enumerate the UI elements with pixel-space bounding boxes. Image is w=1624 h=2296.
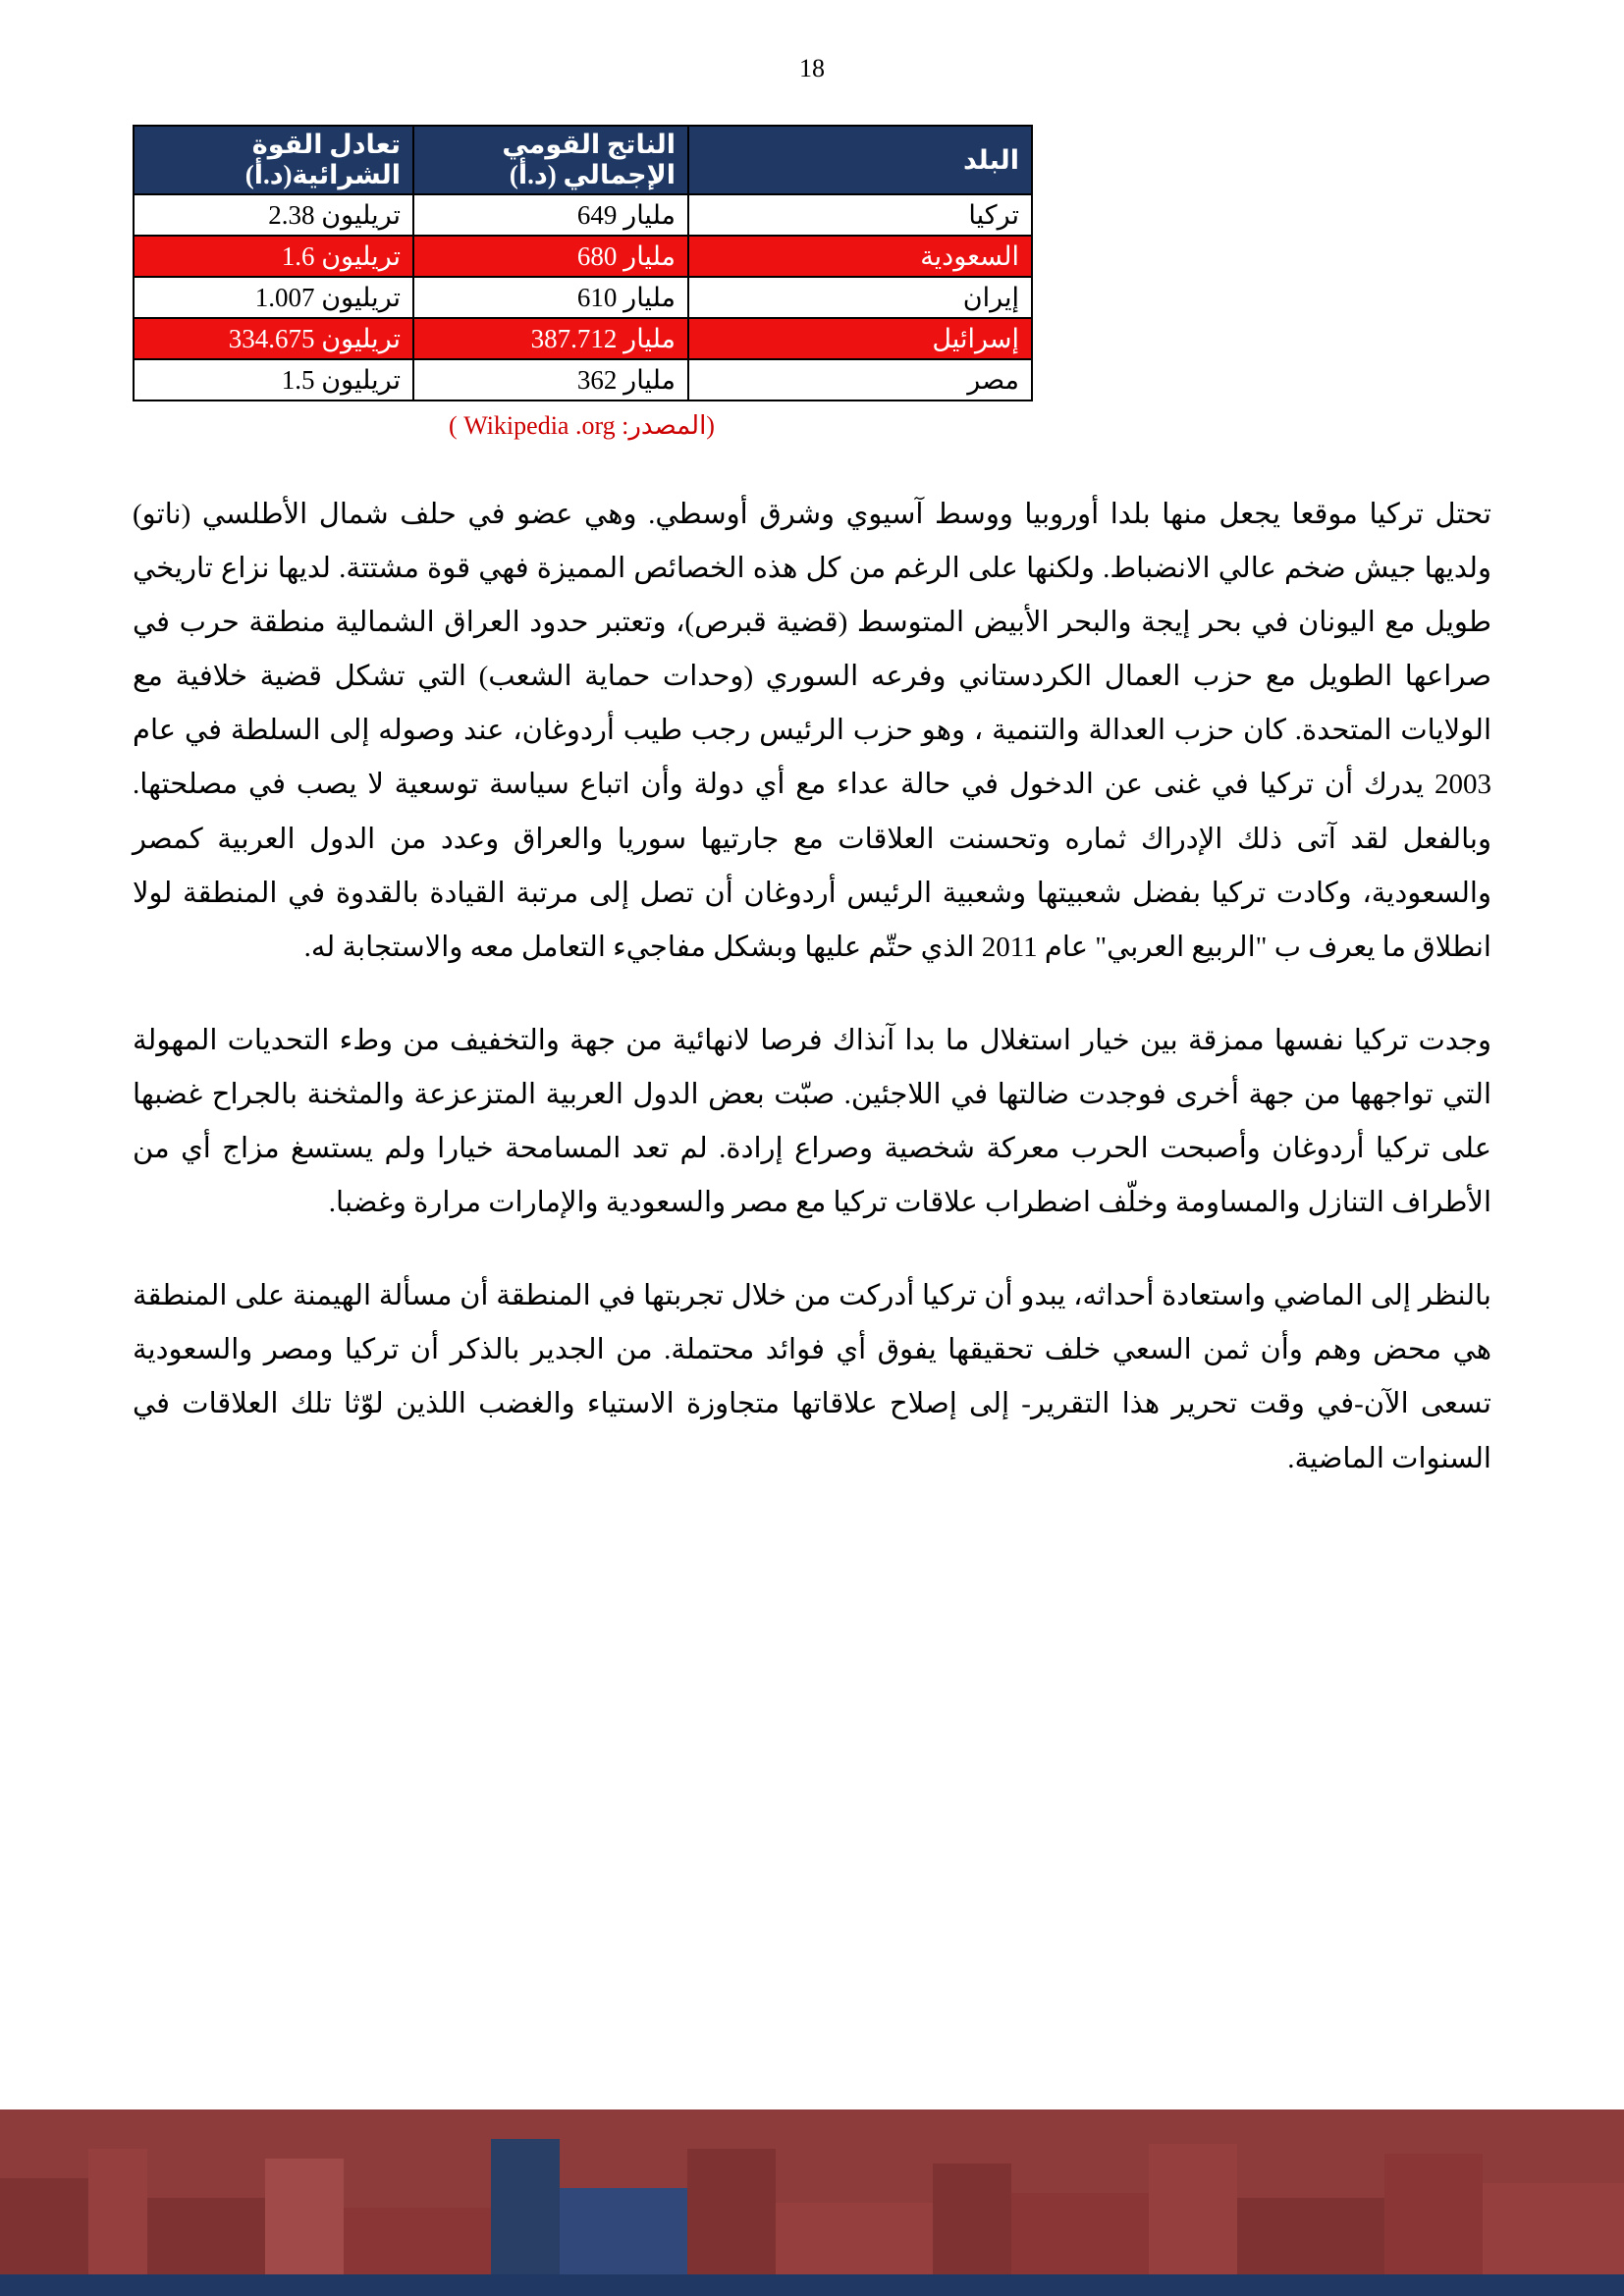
cell-ppp: 334.675 تريليون [134, 318, 413, 359]
cell-gnp: 610 مليار [413, 277, 688, 318]
table-row [134, 359, 1032, 400]
gdp-comparison-table [133, 125, 1033, 401]
cell-ppp: 2.38 تريليون [134, 194, 413, 236]
paragraph: بالنظر إلى الماضي واستعادة أحداثه، يبدو أن تركيا أدركت من خلال تجربتها في المنطقة أن مسألة الهيمنة على المنطقة هي محض وهم وأن ثمن السعي خلف تحقيقها يفوق أي فوائد محتملة. من الجدير بالذكر أن تركيا ومصر والسعودية تسعى الآن-في وقت تحرير هذا التقرير- إلى إصلاح علاقاتها متجاوزة الاستياء والغضب اللذين لوّثا تلك العلاقات في السنوات الماضية. [133, 1280, 1491, 1474]
table-row [134, 236, 1032, 277]
column-header-gnp: الناتج القومي الإجمالي (د.أ) [413, 126, 688, 194]
cell-ppp: 1.007 تريليون [134, 277, 413, 318]
cell-country: إسرائيل [688, 318, 1032, 359]
page-number: 18 [799, 54, 825, 82]
table-row [134, 277, 1032, 318]
table-row [134, 194, 1032, 236]
cell-country: تركيا [688, 194, 1032, 236]
paragraph: تحتل تركيا موقعا يجعل منها بلدا أوروبيا ووسط آسيوي وشرق أوسطي. وهي عضو في حلف شمال الأطلسي (ناتو) ولديها جيش ضخم عالي الانضباط. ولكنها على الرغم من كل هذه الخصائص المميزة فهي قوة مشتتة. لديها نزاع تاريخي طويل مع اليونان في بحر إيجة والبحر الأبيض المتوسط (قضية قبرص)، وتعتبر حدود العراق الشمالية منطقة حرب في صراعها الطويل مع حزب العمال الكردستاني وفرعه السوري (وحدات حماية الشعب) التي تشكل قضية خلافية مع الولايات المتحدة. كان حزب العدالة والتنمية ، وهو حزب الرئيس رجب طيب أردوغان، عند وصوله إلى السلطة في عام 2003 يدرك أن تركيا في غنى عن الدخول في حالة عداء مع أي دولة وأن اتباع سياسة توسعية لا يصب في مصلحتها. وبالفعل لقد آتى ذلك الإدراك ثماره وتحسنت العلاقات مع جارتيها سوريا والعراق وعدد من الدول العربية كمصر والسعودية، وكادت تركيا بفضل شعبيتها وشعبية الرئيس أردوغان أن تصل إلى مرتبة القيادة بالقدوة في المنطقة لولا انطلاق ما يعرف ب "الربيع العربي" عام 2011 الذي حتّم عليها وبشكل مفاجيء التعامل معه والاستجابة له. [133, 499, 1491, 963]
table-row [134, 318, 1032, 359]
cell-gnp: 680 مليار [413, 236, 688, 277]
building-silhouette [491, 2139, 560, 2296]
cell-gnp: 387.712 مليار [413, 318, 688, 359]
paragraph: وجدت تركيا نفسها ممزقة بين خيار استغلال ما بدا آنذاك فرصا لانهائية من جهة والتخفيف من وطء التحديات المهولة التي تواجهها من جهة أخرى فوجدت ضالتها في اللاجئين. صبّت بعض الدول العربية المتزعزعة والمثخنة بالجراح غضبها على تركيا أردوغان وأصبحت الحرب معركة شخصية وصراع إرادة. لم تعد المسامحة خيارا ولم يستسغ مزاج أي من الأطراف التنازل والمساومة وخلّف اضطراب علاقات تركيا مع مصر والسعودية والإمارات مرارة وغضبا. [133, 1024, 1491, 1219]
cell-gnp: 362 مليار [413, 359, 688, 400]
table-source-caption: (المصدر: Wikipedia .org ) [449, 411, 715, 440]
column-header-country: البلد [688, 126, 1032, 194]
footer-navy-strip [0, 2274, 1624, 2296]
cell-ppp: 1.5 تريليون [134, 359, 413, 400]
cell-country: السعودية [688, 236, 1032, 277]
cell-ppp: 1.6 تريليون [134, 236, 413, 277]
cell-country: مصر [688, 359, 1032, 400]
cell-gnp: 649 مليار [413, 194, 688, 236]
table-header-row [134, 126, 1032, 194]
building-silhouette [1149, 2144, 1237, 2296]
cell-country: إيران [688, 277, 1032, 318]
column-header-ppp: تعادل القوة الشرائية(د.أ) [134, 126, 413, 194]
body-text [133, 488, 1491, 1486]
footer-decoration [0, 2109, 1624, 2296]
